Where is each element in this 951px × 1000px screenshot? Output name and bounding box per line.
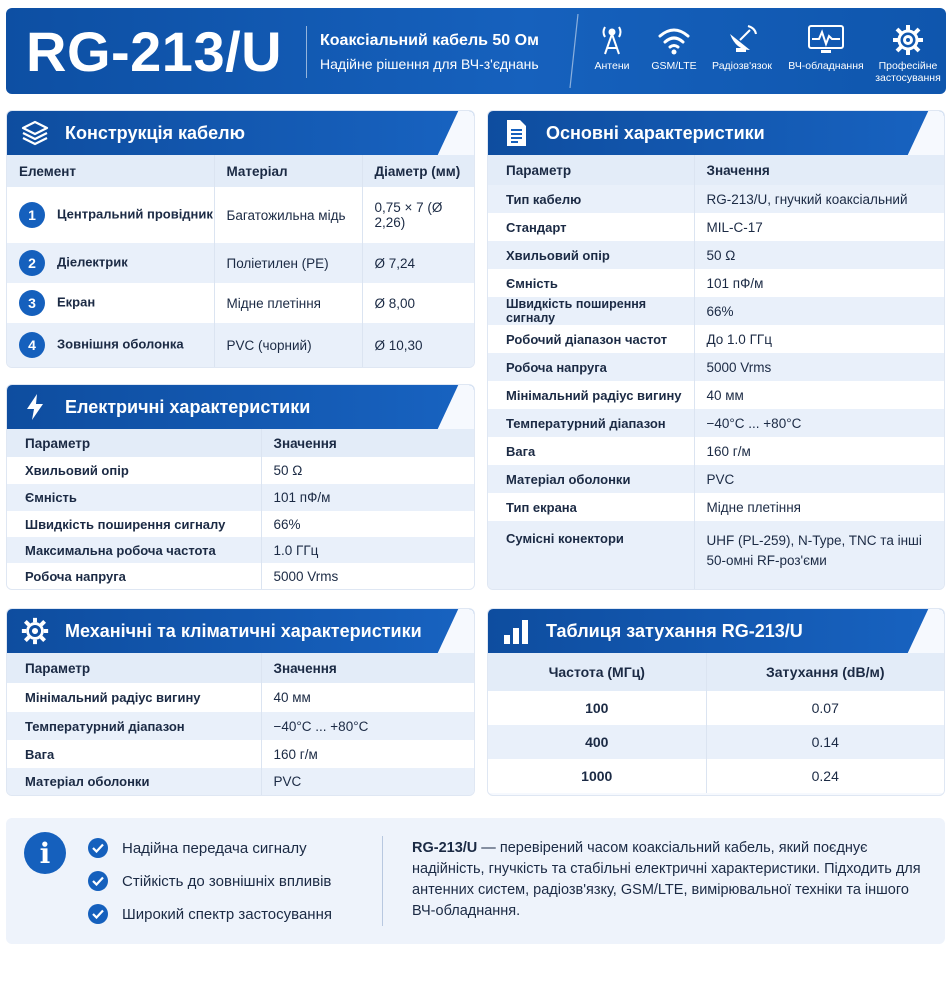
table-row: [488, 297, 944, 325]
diameter-cell: Ø 8,00: [362, 283, 474, 323]
main-specs-panel: [487, 110, 945, 590]
column-header: Діаметр (мм): [362, 155, 474, 187]
material-cell: PVC (чорний): [214, 323, 362, 367]
element-name: Екран: [57, 294, 96, 310]
step-number: 4: [19, 332, 45, 358]
attenuation-cell: 0.14: [706, 725, 944, 759]
monitor-icon: [807, 24, 845, 56]
param-value: 101 пФ/м: [261, 484, 474, 511]
check-icon: [88, 904, 108, 924]
param-name: Сумісні конектори: [488, 521, 694, 590]
table-row: [7, 484, 474, 511]
construction-panel: [6, 110, 475, 368]
param-name: Тип кабелю: [488, 185, 694, 213]
table-row: [7, 187, 474, 243]
table-row: [7, 243, 474, 283]
column-header: Значення: [694, 155, 944, 185]
table-row: [7, 740, 474, 768]
header-divider: [306, 26, 307, 78]
param-value: 160 г/м: [694, 437, 944, 465]
column-header: Параметр: [7, 653, 261, 683]
frequency-cell: 100: [488, 691, 706, 725]
table-row: [488, 325, 944, 353]
main-specs-table: [488, 155, 944, 590]
table-row: [7, 457, 474, 484]
param-value: PVC: [694, 465, 944, 493]
benefit-item: [88, 838, 307, 858]
electrical-table: [7, 429, 474, 589]
antenna-icon: [597, 24, 627, 56]
check-icon: [88, 838, 108, 858]
column-header: Параметр: [488, 155, 694, 185]
table-row: [7, 283, 474, 323]
attenuation-header: [488, 609, 944, 653]
element-name: Центральний провідник: [57, 206, 213, 222]
param-value: 66%: [694, 297, 944, 325]
frequency-cell: 400: [488, 725, 706, 759]
param-name: Мінімальний радіус вигину: [7, 683, 261, 712]
param-value: 5000 Vrms: [261, 563, 474, 589]
construction-title: Конструкція кабелю: [65, 122, 245, 143]
param-name: Максимальна робоча частота: [7, 537, 261, 563]
table-row: [488, 353, 944, 381]
header-banner: [6, 8, 946, 94]
main-specs-header: [488, 111, 944, 155]
layers-icon: [21, 119, 49, 147]
construction-table: [7, 155, 474, 367]
param-name: Вага: [488, 437, 694, 465]
table-row: [7, 323, 474, 367]
table-row: [488, 213, 944, 241]
electrical-title: Електричні характеристики: [65, 396, 311, 417]
lightning-icon: [21, 393, 49, 421]
diameter-cell: Ø 10,30: [362, 323, 474, 367]
diameter-cell: 0,75 × 7 (Ø 2,26): [362, 187, 474, 243]
table-row: [488, 759, 944, 793]
table-row: [488, 241, 944, 269]
param-name: Робоча напруга: [7, 563, 261, 589]
table-row: [7, 768, 474, 795]
step-number: 2: [19, 250, 45, 276]
attenuation-panel: [487, 608, 945, 796]
table-row: [488, 725, 944, 759]
gear-icon: [21, 617, 49, 645]
main-specs-title: Основні характеристики: [546, 122, 765, 143]
diameter-cell: Ø 7,24: [362, 243, 474, 283]
table-row: [7, 683, 474, 712]
param-name: Швидкість поширення сигналу: [7, 511, 261, 537]
column-header: Матеріал: [214, 155, 362, 187]
material-cell: Поліетилен (PE): [214, 243, 362, 283]
info-icon: i: [24, 832, 66, 874]
benefit-item: [88, 904, 332, 924]
app-label: Антени: [594, 60, 630, 72]
table-row: [488, 691, 944, 725]
table-row: [7, 537, 474, 563]
info-panel: [6, 818, 945, 944]
element-name: Діелектрик: [57, 254, 128, 270]
step-number: 1: [19, 202, 45, 228]
column-header: Частота (МГц): [488, 653, 706, 691]
param-value: 160 г/м: [261, 740, 474, 768]
param-name: Хвильовий опір: [488, 241, 694, 269]
param-name: Ємність: [7, 484, 261, 511]
param-name: Ємність: [488, 269, 694, 297]
param-value: 5000 Vrms: [694, 353, 944, 381]
info-divider: [382, 836, 383, 926]
frequency-cell: 1000: [488, 759, 706, 793]
check-icon: [88, 871, 108, 891]
benefit-text: Стійкість до зовнішніх впливів: [122, 872, 332, 890]
wifi-icon: [657, 24, 691, 56]
attenuation-cell: 0.24: [706, 759, 944, 793]
column-header: Елемент: [7, 155, 214, 187]
param-value: RG-213/U, гнучкий коаксіальний: [694, 185, 944, 213]
column-header: Затухання (dB/м): [706, 653, 944, 691]
param-value: PVC: [261, 768, 474, 795]
attenuation-cell: 0.07: [706, 691, 944, 725]
param-value: UHF (PL-259), N-Type, TNC та інші 50-омні RF-роз'єми: [694, 521, 944, 590]
param-name: Мінімальний радіус вигину: [488, 381, 694, 409]
app-label: Радіозв'язок: [712, 60, 772, 72]
description-model: RG-213/U: [412, 840, 478, 856]
app-rf-equipment: [786, 18, 866, 72]
param-value: 40 мм: [261, 683, 474, 712]
table-row: [488, 409, 944, 437]
benefit-text: Широкий спектр застосування: [122, 905, 332, 923]
benefit-text: Надійна передача сигналу: [122, 839, 307, 857]
column-header: Значення: [261, 653, 474, 683]
bar-chart-icon: [502, 617, 530, 645]
param-value: До 1.0 ГГц: [694, 325, 944, 353]
param-name: Матеріал оболонки: [488, 465, 694, 493]
param-value: 40 мм: [694, 381, 944, 409]
param-name: Температурний діапазон: [7, 712, 261, 740]
param-name: Робоча напруга: [488, 353, 694, 381]
app-label: Професійне застосування: [875, 60, 941, 84]
construction-header: [7, 111, 474, 155]
gear-icon: [892, 24, 924, 56]
param-name: Вага: [7, 740, 261, 768]
param-value: 50 Ω: [694, 241, 944, 269]
attenuation-table: [488, 653, 944, 793]
param-value: 1.0 ГГц: [261, 537, 474, 563]
param-value: −40°C ... +80°C: [694, 409, 944, 437]
param-name: Температурний діапазон: [488, 409, 694, 437]
param-value: Мідне плетіння: [694, 493, 944, 521]
table-row: [488, 269, 944, 297]
table-row: [7, 511, 474, 537]
app-label: GSM/LTE: [651, 60, 697, 72]
app-radio: [702, 18, 782, 72]
param-name: Стандарт: [488, 213, 694, 241]
electrical-header: [7, 385, 474, 429]
param-name: Матеріал оболонки: [7, 768, 261, 795]
description-text: — перевірений часом коаксіальний кабель, який поєднує надійність, гнучкість та стабільні електричні характеристики. Підходить для антенних систем, радіозв'язку, GSM/LTE, вимірювальної техніки та іншого ВЧ-обладнання.: [412, 840, 921, 919]
param-value: 50 Ω: [261, 457, 474, 484]
electrical-panel: [6, 384, 475, 590]
satellite-dish-icon: [726, 24, 758, 56]
header-title: Коаксіальний кабель 50 Ом: [320, 32, 539, 49]
material-cell: Багатожильна мідь: [214, 187, 362, 243]
info-description: [412, 838, 932, 922]
param-name: Тип екрана: [488, 493, 694, 521]
element-name: Зовнішня оболонка: [57, 336, 184, 352]
column-header: Значення: [261, 429, 474, 457]
benefit-item: [88, 871, 331, 891]
application-icons: [584, 18, 946, 92]
attenuation-title: Таблиця затухання RG-213/U: [546, 620, 803, 641]
param-value: 66%: [261, 511, 474, 537]
param-name: Швидкість поширення сигналу: [488, 297, 694, 325]
table-row: [488, 493, 944, 521]
document-icon: [502, 119, 530, 147]
column-header: Параметр: [7, 429, 261, 457]
mechanical-title: Механічні та кліматичні характеристики: [65, 620, 422, 641]
header-subtitle: Надійне рішення для ВЧ-з'єднань: [320, 56, 539, 72]
table-row: [488, 437, 944, 465]
table-row: [488, 465, 944, 493]
table-row: [7, 712, 474, 740]
table-row: [488, 381, 944, 409]
app-label: ВЧ-обладнання: [788, 60, 864, 72]
param-name: Хвильовий опір: [7, 457, 261, 484]
param-name: Робочий діапазон частот: [488, 325, 694, 353]
param-value: −40°C ... +80°C: [261, 712, 474, 740]
table-row: [488, 185, 944, 213]
step-number: 3: [19, 290, 45, 316]
material-cell: Мідне плетіння: [214, 283, 362, 323]
app-professional: [868, 18, 948, 84]
mechanical-header: [7, 609, 474, 653]
param-value: MIL-C-17: [694, 213, 944, 241]
table-row: [488, 521, 944, 590]
param-value: 101 пФ/м: [694, 269, 944, 297]
mechanical-table: [7, 653, 474, 795]
product-model: RG-213/U: [26, 20, 283, 83]
mechanical-panel: [6, 608, 475, 796]
table-row: [7, 563, 474, 589]
